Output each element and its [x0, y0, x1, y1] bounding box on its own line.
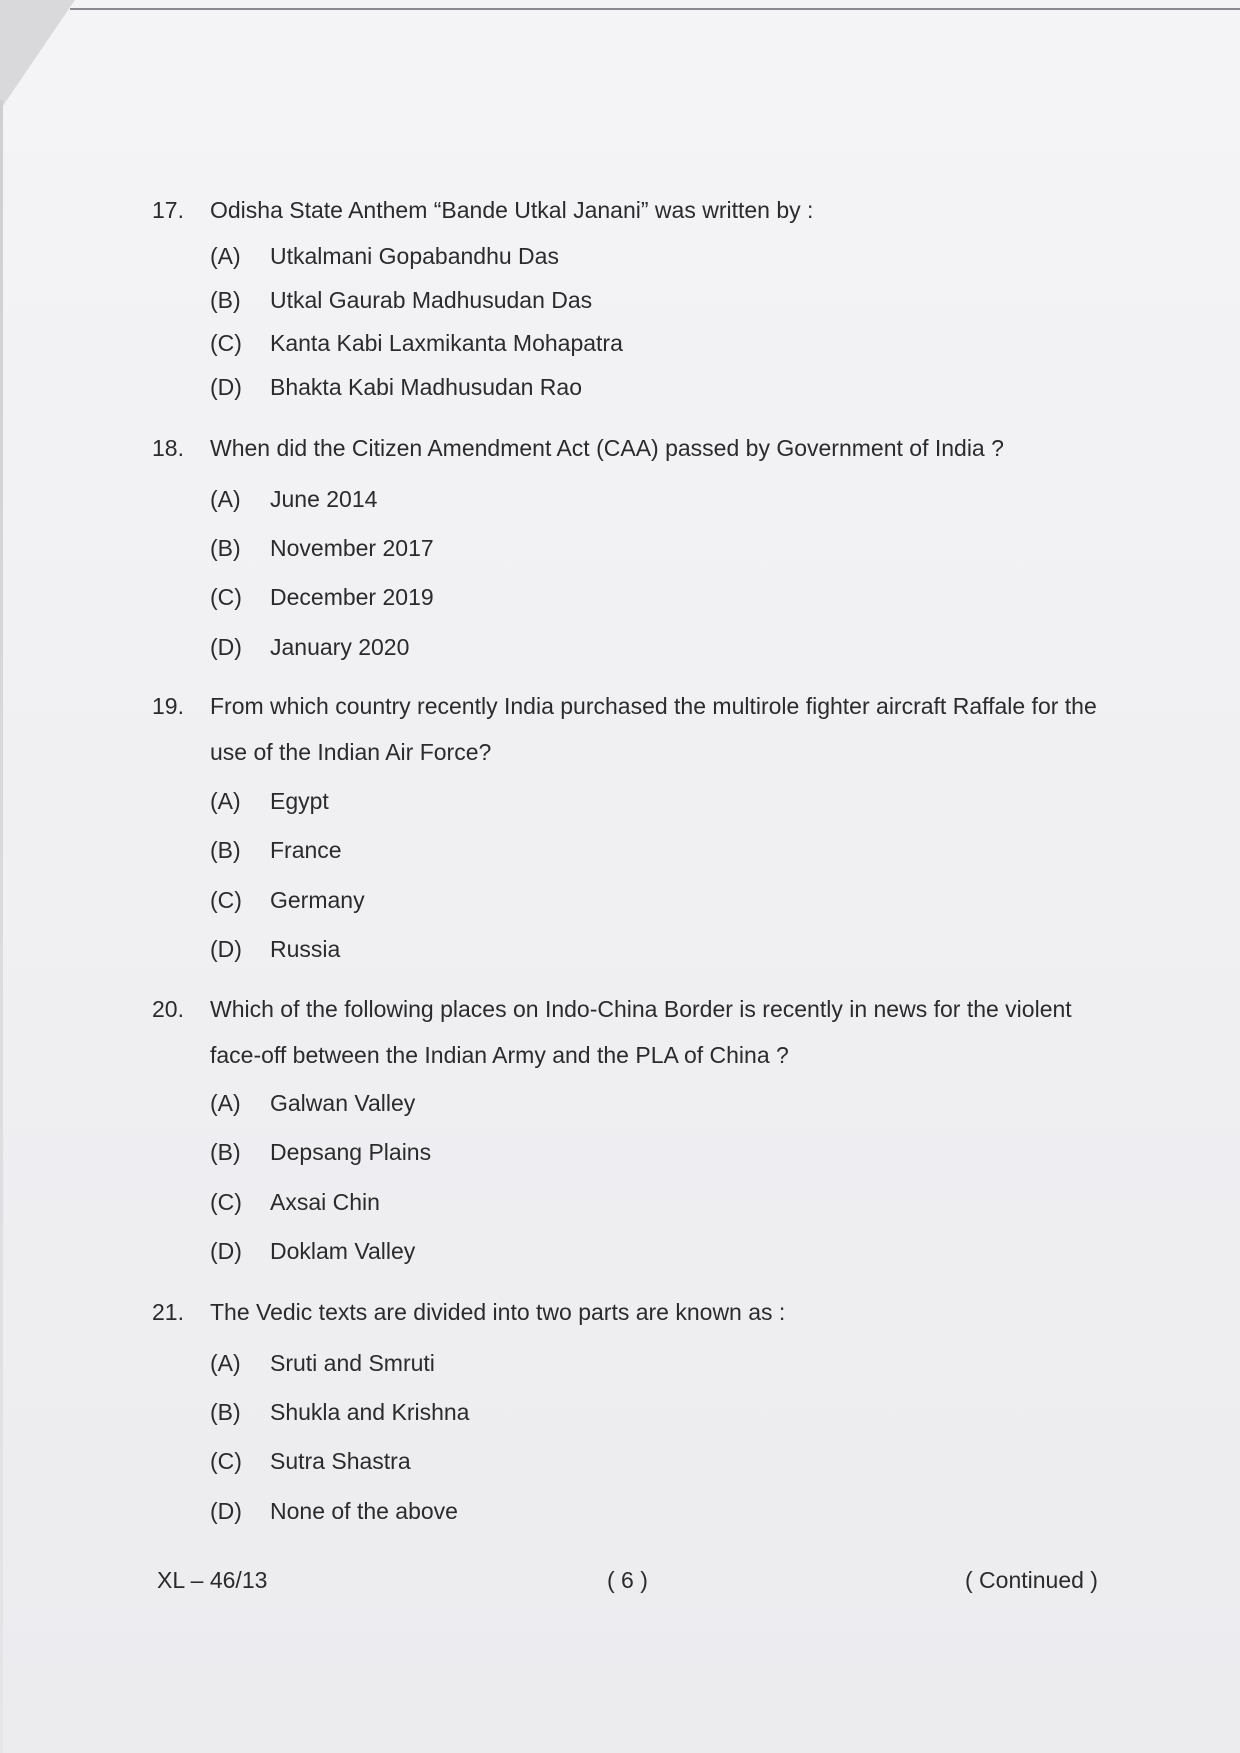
option-letter: (A) — [210, 486, 241, 512]
question-number: 21. — [152, 1299, 184, 1325]
question-text: Which of the following places on Indo-China Border is recently in news for the violent face-off between the Indian Army and the PLA of China ? — [210, 996, 1072, 1068]
option-text: June 2014 — [270, 486, 378, 512]
option-text: Doklam Valley — [270, 1238, 416, 1264]
option-b — [210, 284, 592, 316]
page-left-edge — [0, 100, 3, 1753]
question-number: 19. — [152, 693, 184, 719]
question-text: The Vedic texts are divided into two parts are known as : — [210, 1299, 786, 1325]
option-a — [210, 1087, 415, 1119]
option-letter: (B) — [210, 1139, 241, 1165]
option-text: Sutra Shastra — [270, 1448, 411, 1474]
paper-code: XL – 46/13 — [157, 1567, 268, 1593]
option-text: Axsai Chin — [270, 1189, 380, 1215]
option-letter: (B) — [210, 287, 241, 313]
option-text: Germany — [270, 887, 365, 913]
page-top-edge — [70, 8, 1240, 10]
option-letter: (A) — [210, 1350, 241, 1376]
option-text: Utkalmani Gopabandhu Das — [270, 243, 559, 269]
option-text: Egypt — [270, 788, 329, 814]
continued-label: ( Continued ) — [965, 1567, 1098, 1593]
option-letter: (D) — [210, 1238, 242, 1264]
question-text: From which country recently India purchased the multirole fighter aircraft Raffale for the use of the Indian Air Force? — [210, 693, 1097, 765]
option-c — [210, 1445, 411, 1477]
option-b — [210, 1136, 431, 1168]
option-a — [210, 240, 559, 272]
option-letter: (A) — [210, 788, 241, 814]
option-a — [210, 785, 329, 817]
option-letter: (C) — [210, 330, 242, 356]
option-text: Kanta Kabi Laxmikanta Mohapatra — [270, 330, 623, 356]
option-text: None of the above — [270, 1498, 458, 1524]
option-text: France — [270, 837, 342, 863]
question-text: Odisha State Anthem “Bande Utkal Janani” was written by : — [210, 197, 814, 223]
option-letter: (D) — [210, 374, 242, 400]
option-text: Utkal Gaurab Madhusudan Das — [270, 287, 593, 313]
option-letter: (B) — [210, 1399, 241, 1425]
option-c — [210, 327, 623, 359]
option-text: December 2019 — [270, 584, 434, 610]
option-text: Bhakta Kabi Madhusudan Rao — [270, 374, 582, 400]
option-text: Sruti and Smruti — [270, 1350, 435, 1376]
option-d — [210, 371, 582, 403]
option-letter: (A) — [210, 243, 241, 269]
option-a — [210, 1347, 435, 1379]
option-c — [210, 581, 434, 613]
page-number: ( 6 ) — [607, 1567, 648, 1593]
question-number: 20. — [152, 996, 184, 1022]
question-text: When did the Citizen Amendment Act (CAA) passed by Government of India ? — [210, 435, 1004, 461]
option-b — [210, 1396, 469, 1428]
option-letter: (C) — [210, 887, 242, 913]
option-letter: (B) — [210, 837, 241, 863]
option-letter: (C) — [210, 1189, 242, 1215]
option-d — [210, 631, 409, 663]
option-text: Depsang Plains — [270, 1139, 432, 1165]
option-c — [210, 1186, 380, 1218]
option-d — [210, 1495, 458, 1527]
option-letter: (C) — [210, 584, 242, 610]
option-letter: (D) — [210, 1498, 242, 1524]
option-text: January 2020 — [270, 634, 410, 660]
option-c — [210, 884, 365, 916]
option-a — [210, 483, 377, 515]
option-b — [210, 834, 342, 866]
folded-corner — [0, 0, 75, 110]
option-b — [210, 532, 434, 564]
option-letter: (A) — [210, 1090, 241, 1116]
option-letter: (C) — [210, 1448, 242, 1474]
option-text: November 2017 — [270, 535, 434, 561]
option-d — [210, 1235, 415, 1267]
option-letter: (D) — [210, 936, 242, 962]
option-letter: (B) — [210, 535, 241, 561]
option-letter: (D) — [210, 634, 242, 660]
question-number: 18. — [152, 435, 184, 461]
option-text: Galwan Valley — [270, 1090, 416, 1116]
option-text: Russia — [270, 936, 341, 962]
question-number: 17. — [152, 197, 184, 223]
option-text: Shukla and Krishna — [270, 1399, 470, 1425]
option-d — [210, 933, 340, 965]
